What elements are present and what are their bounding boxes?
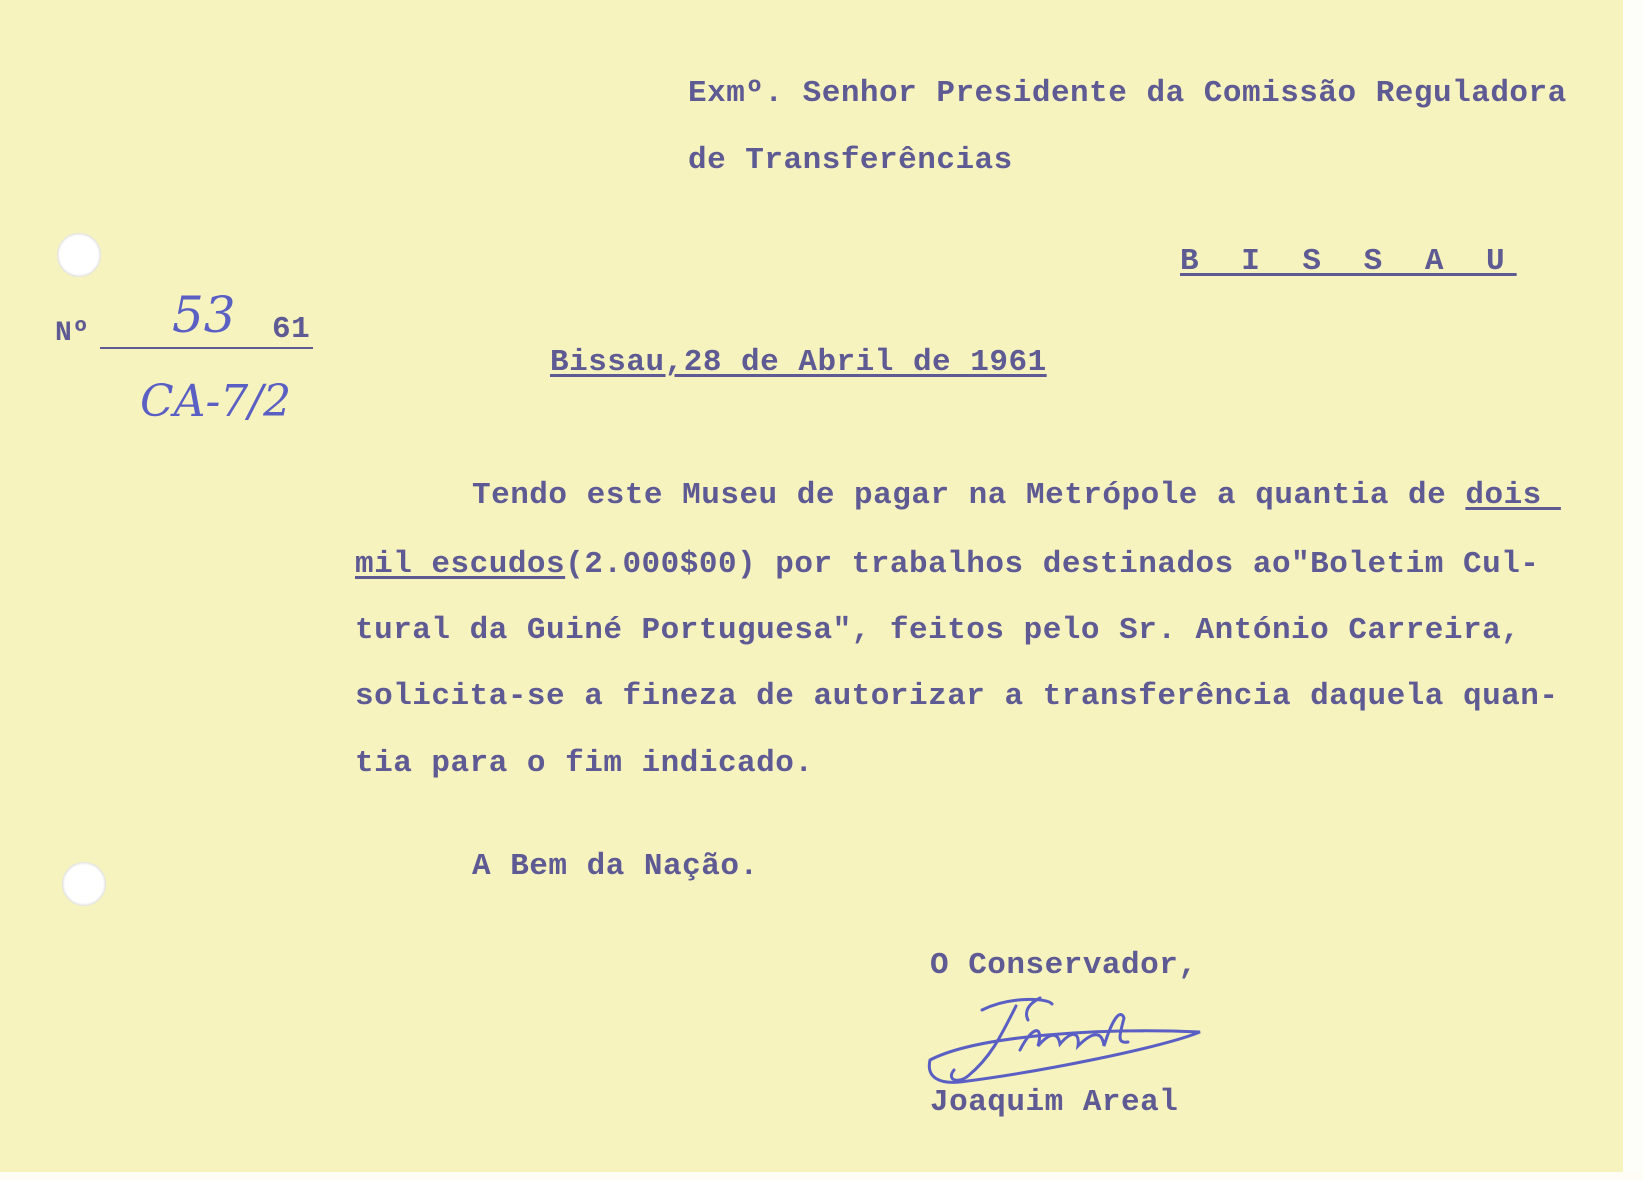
body-line-3: tural da Guiné Portuguesa", feitos pelo Sr. António Carreira, xyxy=(355,613,1521,648)
body-line-1 xyxy=(472,480,1561,511)
addressee-line-1: Exmº. Senhor Presidente da Comissão Reguladora xyxy=(688,76,1567,111)
paper-bottom-edge xyxy=(0,1172,1643,1180)
date-line: Bissau,28 de Abril de 1961 xyxy=(550,345,1047,380)
punch-hole-bottom xyxy=(62,862,106,906)
body-line-4: solicita-se a fineza de autorizar a transferência daquela quan- xyxy=(355,679,1559,714)
body-line-5: tia para o fim indicado. xyxy=(355,746,814,781)
body-line-2 xyxy=(355,549,1539,580)
reference-underline xyxy=(100,347,313,349)
addressee-line-2: de Transferências xyxy=(688,143,1013,178)
reference-year: 61 xyxy=(272,312,311,347)
punch-hole-top xyxy=(57,233,101,277)
signatory-title: O Conservador, xyxy=(930,948,1198,983)
handwritten-signature xyxy=(920,990,1210,1100)
closing-salutation: A Bem da Nação. xyxy=(472,849,759,884)
amount-words-part-1: dois xyxy=(1465,478,1561,513)
reference-label: Nº xyxy=(55,318,90,349)
body-line-1-text: Tendo este Museu de pagar na Metrópole a quantia de xyxy=(472,478,1466,513)
reference-handwritten-note: CA-7/2 xyxy=(140,376,292,427)
signatory-name: Joaquim Areal xyxy=(930,1085,1179,1120)
city-heading: B I S S A U xyxy=(1180,244,1517,279)
body-line-2-text: (2.000$00) por trabalhos destinados ao"Boletim Cul- xyxy=(565,547,1540,582)
amount-words-part-2: mil escudos xyxy=(355,547,566,582)
paper-edge xyxy=(1623,0,1643,1180)
reference-handwritten-number: 53 xyxy=(172,286,236,344)
